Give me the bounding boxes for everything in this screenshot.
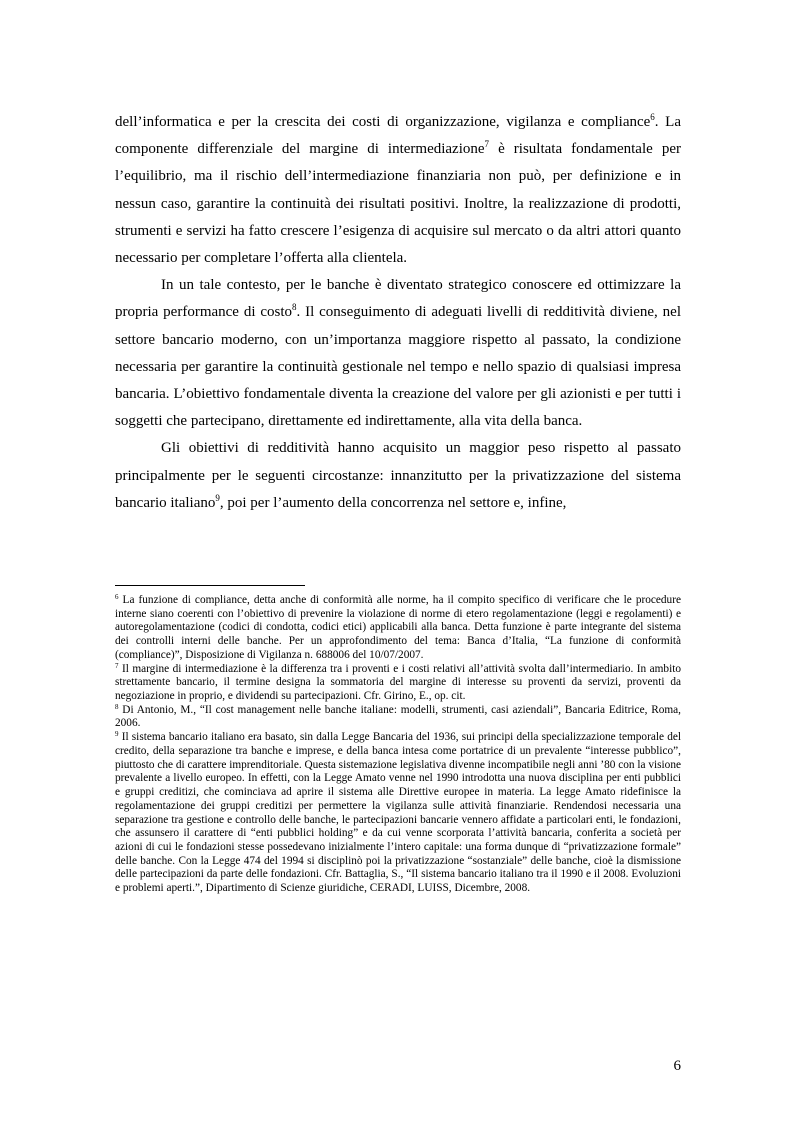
- footnote-text: Di Antonio, M., “Il cost management nelle banche italiane: modelli, strumenti, casi aziendali”, Bancaria Editrice, Roma, 2006.: [115, 703, 681, 730]
- footnote-text: La funzione di compliance, detta anche di conformità alle norme, ha il compito specifico di verificare che le procedure interne siano coerenti con l’obiettivo di prevenire la violazione di norme di etero regolamentazione (leggi e regolamenti) e autoregolamentazione (codici di condotta, codici etici) applicabili alla banca. Detta funzione è parte integrante del sistema dei controlli interni delle banche. Per un approfondimento del tema: Banca d’Italia, “La funzione di conformità (compliance)”, Disposizione di Vigilanza n. 688006 del 10/07/2007.: [115, 594, 681, 661]
- footnote-number: 7: [115, 661, 119, 670]
- footnote-ref-9[interactable]: 9: [215, 492, 220, 503]
- footnote-number: 9: [115, 730, 119, 739]
- footnotes: [115, 594, 681, 896]
- body-text: [115, 109, 681, 517]
- paragraph-1: [115, 109, 681, 272]
- paragraph-3-text-a: Gli obiettivi di redditività hanno acquisito un maggior peso rispetto al passato principalmente per le seguenti circostanze: innanzitutto per la privatizzazione del sistema bancario italiano: [115, 440, 681, 511]
- footnote-number: 8: [115, 702, 119, 711]
- footnote-separator: [115, 585, 305, 586]
- paragraph-2-text-b: . Il conseguimento di adeguati livelli di redditività diviene, nel settore bancario moderno, con un’importanza maggiore rispetto al passato, la condizione necessaria per garantire la continuità gestionale nel tempo e nello spazio di qualsiasi impresa bancaria. L’obiettivo fondamentale diventa la creazione del valore per gli azionisti e per tutti i soggetti che partecipano, direttamente ed indirettamente, alla vita della banca.: [115, 304, 681, 430]
- paragraph-3: [115, 435, 681, 517]
- paragraph-1-text-b: . La componente differenziale del margine di intermediazione: [115, 114, 681, 158]
- footnote-6: [115, 594, 681, 663]
- footnote-number: 6: [115, 593, 119, 601]
- paragraph-2-text-a: In un tale contesto, per le banche è diventato strategico conoscere ed ottimizzare la propria performance di costo: [115, 277, 681, 321]
- paragraph-2: [115, 272, 681, 435]
- paragraph-1-text-c: è risultata fondamentale per l’equilibrio, ma il rischio dell’intermediazione finanziaria non può, per definizione e in nessun caso, garantire la continuità dei risultati positivi. Inoltre, la realizzazione di prodotti, strumenti e servizi ha fatto crescere l’esigenza di acquisire sul mercato o da altri attori quanto necessario per completare l’offerta alla clientela.: [115, 141, 681, 267]
- footnote-ref-7[interactable]: 7: [484, 139, 490, 150]
- footnote-7: [115, 663, 681, 704]
- page-number: 6: [673, 1058, 681, 1074]
- footnote-8: [115, 704, 681, 731]
- footnote-9: [115, 731, 681, 896]
- paragraph-1-text-a: dell’informatica e per la crescita dei costi di organizzazione, vigilanza e compliance: [115, 114, 651, 130]
- footnote-text: Il sistema bancario italiano era basato, sin dalla Legge Bancaria del 1936, sui principi della specializzazione temporale del credito, della separazione tra banche e imprese, e della banca intesa come portatrice di un prevalente “interesse pubblico”, piuttosto che di carattere imprenditoriale. Questa sistemazione legislativa divenne incompatibile negli anni ’80 con la visione prevalente a livello europeo. In effetti, con la Legge Amato venne nel 1990 introdotta una nuova disciplina per enti pubblici e gruppi creditizi, che cominciava ad aprire il sistema alle Direttive europee in materia. La legge Amato ridefinisce la regolamentazione dei gruppi creditizi per permettere la vigilanza sulle attività finanziarie. Rendendosi necessaria una separazione tra gestione e controllo delle banche, le partecipazioni bancarie vennero affidate a particolari enti, le fondazioni, che assunsero il carattere di “enti pubblici holding” e da cui venne scorporata l’attività bancaria, conferita a società per azioni di cui le fondazioni stesse possedevano inizialmente l’intero capitale: una forma dunque di “privatizzazione formale” delle banche. Con la Legge 474 del 1994 si disciplinò poi la privatizzazione “sostanziale” delle banche, cioè la dismissione delle partecipazioni da parte delle fondazioni. Cfr. Battaglia, S., “Il sistema bancario italiano tra il 1990 e il 2008. Evoluzioni e problemi aperti.”, Dipartimento di Scienze giuridiche, CERADI, LUISS, Dicembre, 2008.: [115, 731, 681, 895]
- footnote-ref-6[interactable]: 6: [650, 112, 655, 122]
- footnote-ref-8[interactable]: 8: [292, 302, 297, 313]
- footnote-text: Il margine di intermediazione è la differenza tra i proventi e i costi relativi all’attività svolta dall’intermediario. In ambito strettamente bancario, il termine designa la sommatoria del margine di interesse su proventi da servizi, proventi da negoziazione in proprio, e dividendi su partecipazioni. Cfr. Girino, E., op. cit.: [115, 662, 681, 703]
- paragraph-3-text-b: , poi per l’aumento della concorrenza nel settore e, infine,: [219, 494, 567, 511]
